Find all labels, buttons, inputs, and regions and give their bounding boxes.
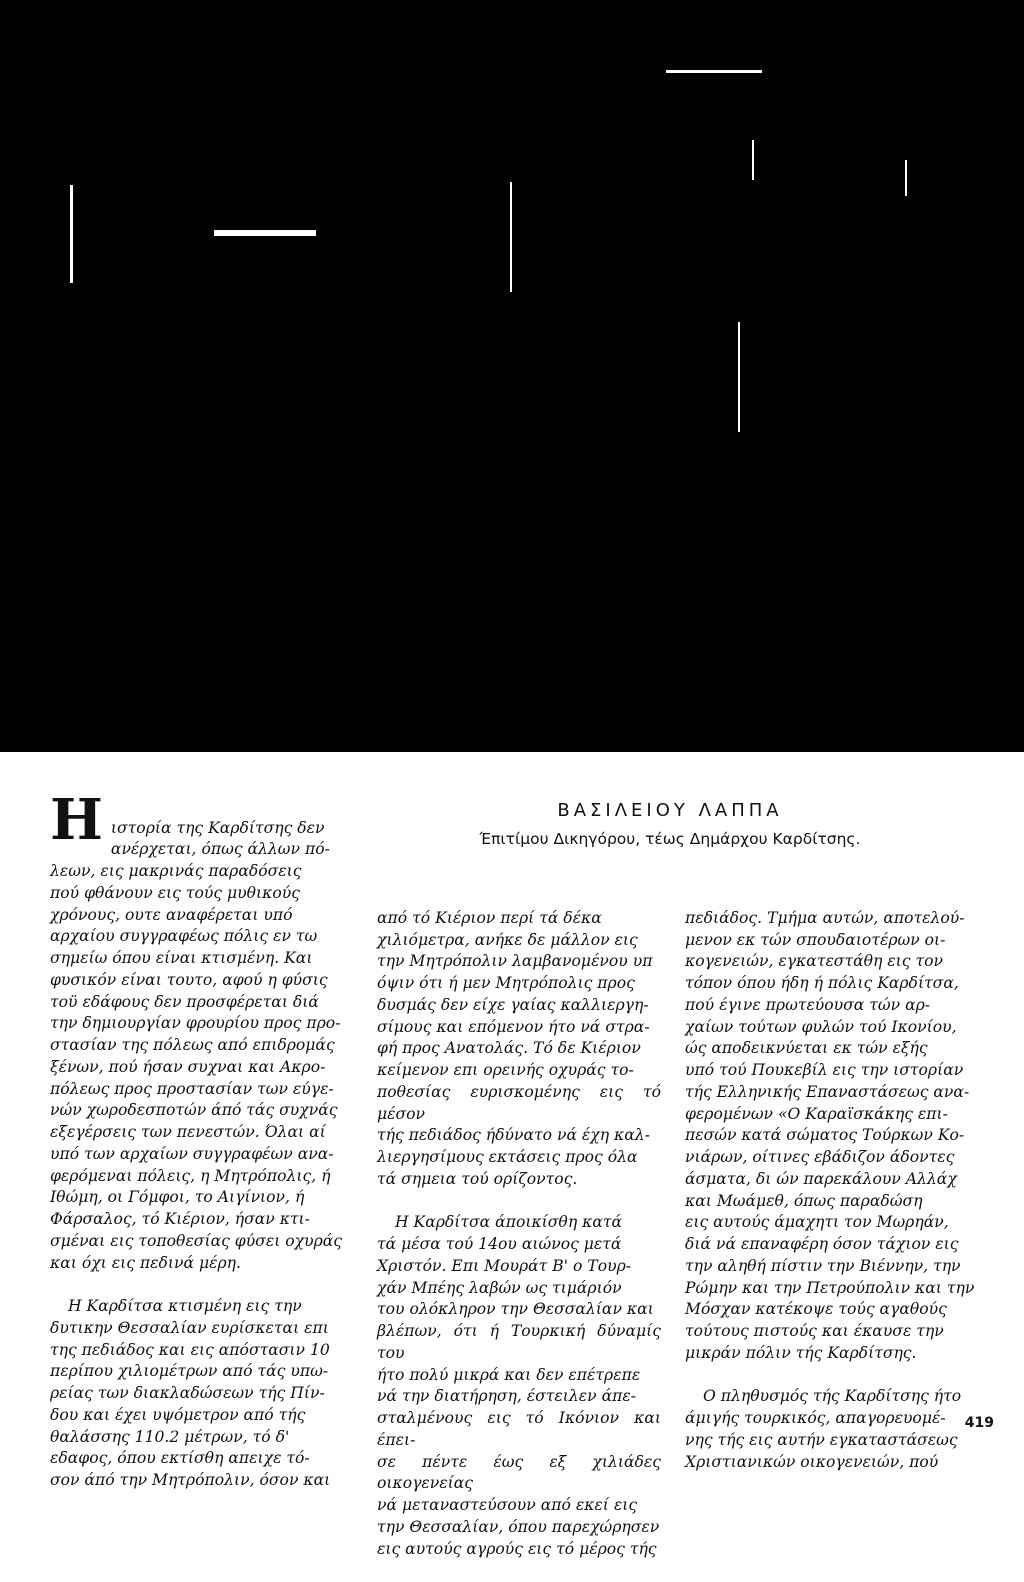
drop-cap: Η xyxy=(50,786,103,853)
text-column-1 xyxy=(50,774,368,1514)
text-column-3 xyxy=(685,886,985,1495)
paragraph: ιστορία της Καρδίτσης δεν ανέρχεται, όπως άλλων πό- λεων, εις μακρινάς παραδόσεις πού φθάνουν εις τούς μυθικούς χρόνους, ουτε αναφέρεται υπό αρχαίου συγγραφέως πόλις εν τω σημείω όπου είναι κτισμένη. Και φυσικόν είναι τουτο, αφού η φύσις τοϋ εδάφους δεν προσφέρεται διά την δημιουργίαν φρουρίου προς προ- στασίαν της πόλεως από επιδρομάς ξένων, πού ήσαν συχναι και Ακρο- πόλεως προς προστασίαν των εύγε- νών χωροδεσποτών άπό τάς συχνάς εξεγέρσεις των πενεστών. Όλαι αί υπό των αρχαίων συγγραφέων ανα- φερόμεναι πόλεις, η Μητρόπολις, ή Ιθώμη, οι Γόμφοι, το Αιγίνιον, ή Φάρσαλος, τό Κιέριον, ήσαν κτι- σμέναι εις τοποθεσίας φύσει οχυράς και όχι εις πεδινά μέρη. xyxy=(50,818,343,1272)
text-column-2 xyxy=(377,886,661,1582)
author-name: ΒΑΣΙΛΕΙΟΥ ΛΑΠΠΑ xyxy=(557,800,783,821)
paragraph: Ο πληθυσμός τής Καρδίτσης ήτο άμιγής τουρκικός, απαγορευομέ- νης τής εις αυτήν εγκαταστάσεως Χριστιανικών οικογενειών, πού xyxy=(685,1387,962,1471)
author-role: Έπιτίμου Δικηγόρου, τέως Δημάρχου Καρδίτσης. xyxy=(479,830,861,848)
page-number: 419 xyxy=(964,1415,994,1431)
paragraph: Η Καρδίτσα κτισμένη εις την δυτικην Θεσσαλίαν ευρίσκεται επι της πεδιάδος και εις απόστασιν 10 περίπου χιλιομέτρων από τάς υπω- ρείας των διακλαδώσεων τής Πίν- δου και έχει υψόμετρον από τής θαλάσσης 110.2 μέτρων, τό δ' εδαφος, όπου εκτίσθη απειχε τό- σον άπό την Μητρόπολιν, όσον και xyxy=(50,1297,331,1489)
photograph xyxy=(0,0,1024,752)
paragraph: Η Καρδίτσα άποικίσθη κατά τά μέσα τού 14ου αιώνος μετά Χριστόν. Επι Μουράτ Β' ο Τουρ- χάν Μπέης λαβών ως τιμάριόν του ολόκληρον την Θεσσαλίαν και βλέπων, ότι ή Τουρκική δύναμίς του ήτο πολύ μικρά και δεν επέτρεπε νά την διατήρηση, έστειλεν άπε- σταλμένους εις τό Ικόνιον και έπει- σε πέντε έως εξ χιλιάδες οικογενείας νά μεταναστεύσουν από εκεί εις την Θεσσαλίαν, όπου παρεχώρησεν εις αυτούς αγρούς εις τό μέρος τής xyxy=(377,1213,661,1558)
paragraph: από τό Κιέριον περί τά δέκα χιλιόμετρα, ανήκε δε μάλλον εις την Μητρόπολιν λαμβανομένου υπ όψιν ότι ή μεν Μητρόπολις προς δυσμάς δεν είχε γαίας καλλιεργη- σίμους και επόμενον ήτο νά στρα- φή προς Ανατολάς. Τό δε Κιέριον κείμενον επι ορεινής οχυράς το- ποθεσίας ευρισκομένης εις τό μέσον τής πεδιάδος ήδύνατο νά έχη καλ- λιεργησίμους εκτάσεις προς όλα τά σημεια τού ορίζοντος. xyxy=(377,908,661,1188)
paragraph: πεδιάδος. Τμήμα αυτών, αποτελού- μενον εκ τών σπουδαιοτέρων οι- κογενειών, εγκατεστάθη εις τον τόπον όπου ήδη ή πόλις Καρδίτσα, πού έγινε πρωτεύουσα τών αρ- χαίων τούτων φυλών τού Ικονίου, ώς αποδεικνύεται εκ τών εξής υπό τού Πουκεβίλ εις την ιστορίαν τής Ελληνικής Επαναστάσεως ανα- φερομένων «Ο Καραϊσκάκης επι- πεσών κατά σώματος Τούρκων Κο- νιάρων, οίτινες εβάδιζον άδοντες άσματα, δι ών παρεκάλουν Αλλάχ και Μωάμεθ, όπως παραδώση εις αυτούς άμαχητι τον Μωρηάν, διά νά επαναφέρη όσον τάχιον εις την αληθή πίστιν την Βιέννην, την Ρώμην και την Πετρούπολιν και την Μόσχαν κατέκοψε τούς αγαθούς τούτους πιστούς και έκαυσε την μικράν πόλιν τής Καρδίτσης. xyxy=(685,908,975,1362)
